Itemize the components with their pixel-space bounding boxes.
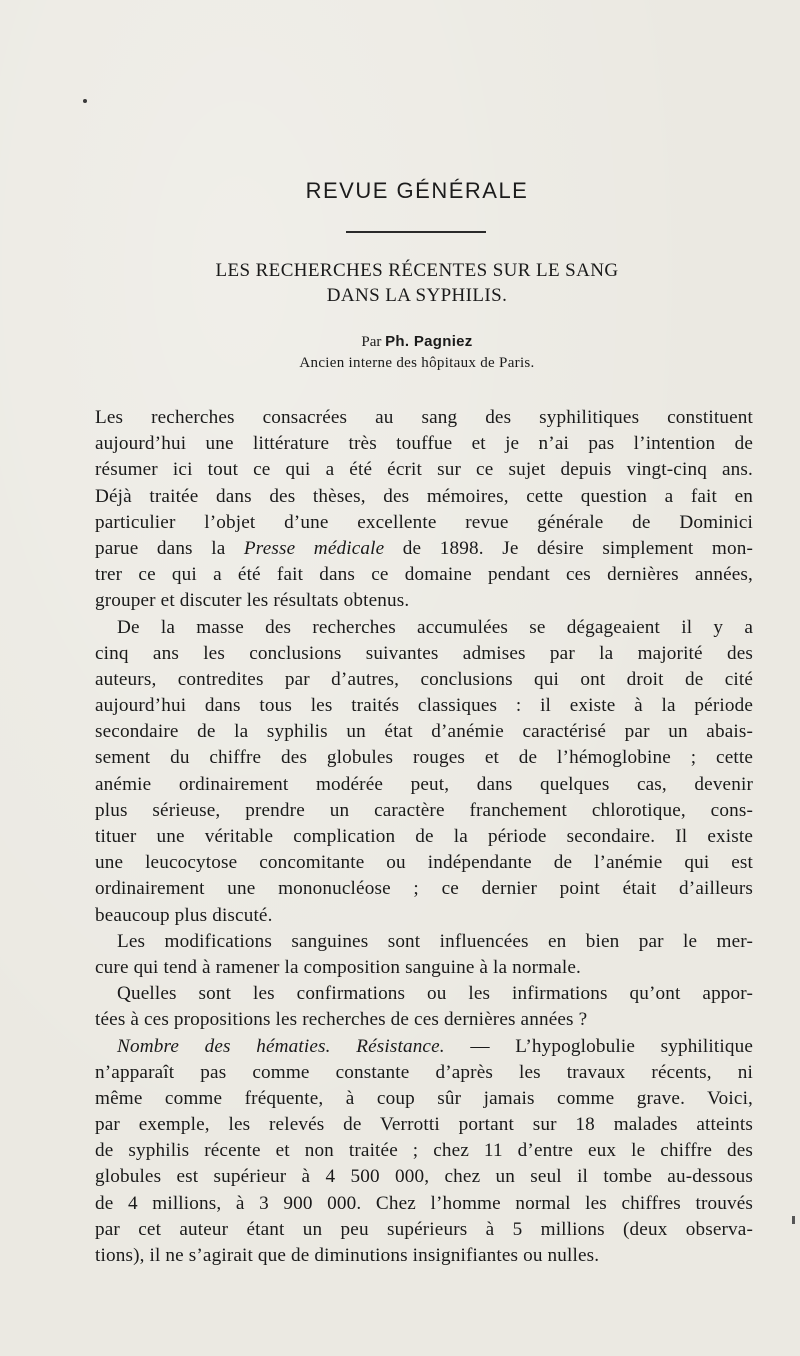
body-line: de syphilis récente et non traitée ; chez 11 d’entre eux le chiffre des — [95, 1140, 753, 1162]
italic-text: Nombre des hématies. Résistance. — [117, 1035, 445, 1057]
body-line: Les recherches consacrées au sang des syphilitiques constituent — [95, 407, 753, 428]
body-line: par cet auteur étant un peu supérieurs à 5 millions (deux observa- — [95, 1218, 753, 1240]
body-line: résumer ici tout ce qui a été écrit sur ce sujet depuis vingt-cinq ans. — [95, 459, 753, 481]
body-line: Quelles sont les confirmations ou les infirmations qu’ont appor- — [117, 983, 753, 1005]
section-title: REVUE GÉNÉRALE — [305, 178, 529, 203]
body-line: aujourd’hui dans tous les traités classiques : il existe à la période — [95, 695, 753, 717]
article-title — [0, 258, 800, 308]
body-line — [95, 1034, 753, 1060]
text-segment: parue dans la — [95, 537, 244, 559]
body-line: trer ce qui a été fait dans ce domaine pendant ces dernières années, — [95, 564, 753, 586]
body-line: par exemple, les relevés de Verrotti portant sur 18 malades atteints — [95, 1114, 753, 1136]
body-line: n’apparaît pas comme constante d’après les travaux récents, ni — [95, 1061, 753, 1083]
article-title-line-2: DANS LA SYPHILIS. — [326, 285, 508, 306]
body-line: globules est supérieur à 4 500 000, chez un seul il tombe au-dessous — [95, 1166, 753, 1188]
body-line: aujourd’hui une littérature très touffue et je n’ai pas l’intention de — [95, 433, 753, 455]
body-line: grouper et discuter les résultats obtenus. — [95, 590, 410, 612]
text-segment: — L’hypoglobulie syphilitique — [444, 1035, 753, 1057]
body-line: cure qui tend à ramener la composition sanguine à la normale. — [95, 956, 581, 978]
body-line: tions), il ne s’agirait que de diminutions insignifiantes ou nulles. — [95, 1245, 600, 1266]
body-line: une leucocytose concomitante ou indépendante de l’anémie qui est — [95, 852, 753, 874]
body-line: sement du chiffre des globules rouges et de l’hémoglobine ; cette — [95, 747, 753, 769]
body-line: Les modifications sanguines sont influencées en bien par le mer- — [117, 930, 753, 952]
body-line: de 4 millions, à 3 900 000. Chez l’homme normal les chiffres trouvés — [95, 1192, 753, 1214]
body-line: même comme fréquente, à coup sûr jamais comme grave. Voici, — [95, 1087, 753, 1109]
body-line: tées à ces propositions les recherches de ces dernières années ? — [95, 1009, 588, 1031]
body-line: auteurs, contredites par d’autres, conclusions qui ont droit de cité — [95, 668, 753, 690]
body-line: beaucoup plus discuté. — [95, 904, 273, 926]
article-body — [95, 405, 753, 1269]
body-line — [95, 536, 753, 562]
body-line: secondaire de la syphilis un état d’anémie caractérisé par un abais- — [95, 721, 753, 743]
ink-dot — [83, 99, 87, 103]
author-name: Ph. Pagniez — [385, 333, 473, 350]
body-line: anémie ordinairement modérée peut, dans quelques cas, devenir — [95, 773, 753, 795]
body-line: Déjà traitée dans des thèses, des mémoires, cette question a fait en — [95, 485, 753, 507]
byline — [0, 331, 800, 374]
body-line: cinq ans les conclusions suivantes admises par la majorité des — [95, 642, 753, 664]
body-line: plus sérieuse, prendre un caractère franchement chlorotique, cons- — [95, 799, 753, 821]
body-line: ordinairement une mononucléose ; ce dernier point était d’ailleurs — [95, 878, 753, 900]
author-affiliation: Ancien interne des hôpitaux de Paris. — [299, 355, 535, 371]
title-rule — [346, 231, 486, 233]
body-line: De la masse des recherches accumulées se dégageaient il y a — [117, 616, 753, 638]
body-line: particulier l’objet d’une excellente revue générale de Dominici — [95, 511, 753, 533]
article-title-line-1: LES RECHERCHES RÉCENTES SUR LE SANG — [215, 260, 619, 281]
byline-prefix: Par — [361, 334, 386, 350]
text-segment: de 1898. Je désire simplement mon- — [384, 537, 753, 559]
italic-text: Presse médicale — [243, 537, 385, 559]
body-line: tituer une véritable complication de la période secondaire. Il existe — [95, 826, 753, 847]
margin-mark — [792, 1216, 795, 1224]
